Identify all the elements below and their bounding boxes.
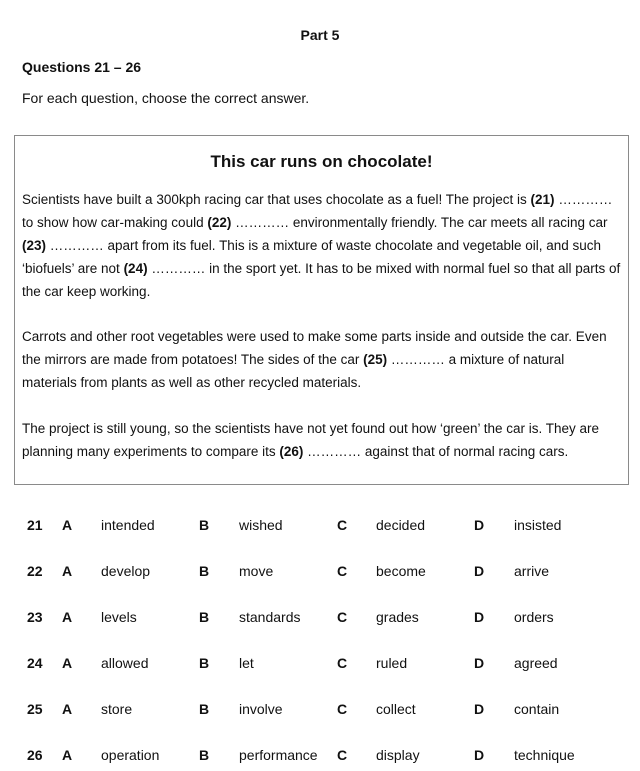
option-letter-c: C <box>337 517 348 533</box>
option-c[interactable]: collect <box>376 701 416 717</box>
option-letter-d: D <box>474 701 485 717</box>
text-segment: Scientists have built a 300kph racing car that uses chocolate as a fuel! The project is <box>22 192 531 207</box>
gap-21-marker: (21) <box>530 192 555 207</box>
questions-range: Questions 21 – 26 <box>22 59 142 75</box>
option-a[interactable]: operation <box>101 747 160 763</box>
gap-24-marker: (24) <box>123 261 148 276</box>
option-b[interactable]: performance <box>239 747 318 763</box>
passage-paragraph-3 <box>22 417 622 463</box>
text-segment: Carrots and other root vegetables were used to make some parts inside and outside the car. Even the mirrors are made from potatoes! The sides of the car <box>22 329 607 367</box>
option-c[interactable]: display <box>376 747 420 763</box>
text-segment: ………… against that of normal racing cars. <box>303 444 569 459</box>
option-letter-c: C <box>337 747 348 763</box>
option-letter-b: B <box>199 563 210 579</box>
question-row-25 <box>0 701 640 725</box>
option-letter-b: B <box>199 655 210 671</box>
option-c[interactable]: grades <box>376 609 419 625</box>
passage-paragraph-1 <box>22 188 622 303</box>
question-row-23 <box>0 609 640 633</box>
option-letter-d: D <box>474 609 485 625</box>
option-d[interactable]: insisted <box>514 517 562 533</box>
question-row-24 <box>0 655 640 679</box>
passage-box <box>14 135 629 485</box>
question-number: 22 <box>27 563 43 579</box>
option-letter-b: B <box>199 701 210 717</box>
option-b[interactable]: wished <box>239 517 283 533</box>
option-d[interactable]: arrive <box>514 563 550 579</box>
option-letter-c: C <box>337 655 348 671</box>
option-letter-d: D <box>474 563 485 579</box>
option-letter-a: A <box>62 747 73 763</box>
text-segment: ………… apart from its fuel. This is a mixture of waste chocolate and vegetable oil, and such ‘biofuels’ are not <box>22 238 602 276</box>
gap-23-marker: (23) <box>22 238 47 253</box>
option-a[interactable]: allowed <box>101 655 149 671</box>
option-letter-d: D <box>474 655 485 671</box>
option-b[interactable]: standards <box>239 609 301 625</box>
question-number: 24 <box>27 655 43 671</box>
question-number: 23 <box>27 609 43 625</box>
gap-26-marker: (26) <box>279 444 304 459</box>
question-number: 25 <box>27 701 43 717</box>
option-d[interactable]: agreed <box>514 655 558 671</box>
option-letter-d: D <box>474 517 485 533</box>
instruction-text: For each question, choose the correct answer. <box>22 90 310 106</box>
option-b[interactable]: move <box>239 563 274 579</box>
option-letter-c: C <box>337 609 348 625</box>
question-number: 21 <box>27 517 43 533</box>
text-segment: ………… in the sport yet. It has to be mixed with normal fuel so that all parts of the car keep working. <box>22 261 621 299</box>
option-d[interactable]: orders <box>514 609 554 625</box>
gap-22-marker: (22) <box>207 215 232 230</box>
option-letter-b: B <box>199 517 210 533</box>
option-c[interactable]: become <box>376 563 426 579</box>
option-letter-a: A <box>62 517 73 533</box>
option-a[interactable]: develop <box>101 563 151 579</box>
option-letter-b: B <box>199 747 210 763</box>
option-letter-a: A <box>62 701 73 717</box>
option-b[interactable]: let <box>239 655 254 671</box>
option-letter-d: D <box>474 747 485 763</box>
question-row-26 <box>0 747 640 771</box>
option-d[interactable]: contain <box>514 701 560 717</box>
option-a[interactable]: levels <box>101 609 137 625</box>
option-letter-a: A <box>62 655 73 671</box>
gap-25-marker: (25) <box>363 352 388 367</box>
option-a[interactable]: intended <box>101 517 155 533</box>
option-a[interactable]: store <box>101 701 133 717</box>
option-letter-b: B <box>199 609 210 625</box>
text-segment: The project is still young, so the scientists have not yet found out how ‘green’ the car is. They are planning many experiments to compare its <box>22 421 600 459</box>
option-d[interactable]: technique <box>514 747 575 763</box>
passage-title: This car runs on chocolate! <box>210 152 433 171</box>
text-segment: ………… a mixture of natural materials from plants as well as other recycled materials. <box>22 352 565 390</box>
option-letter-a: A <box>62 563 73 579</box>
part-title: Part 5 <box>300 27 340 43</box>
option-letter-c: C <box>337 701 348 717</box>
question-row-22 <box>0 563 640 587</box>
text-segment: ………… environmentally friendly. The car meets all racing car <box>231 215 608 230</box>
option-b[interactable]: involve <box>239 701 283 717</box>
option-letter-c: C <box>337 563 348 579</box>
text-segment: ………… to show how car-making could <box>22 192 613 230</box>
question-row-21 <box>0 517 640 541</box>
option-letter-a: A <box>62 609 73 625</box>
passage-paragraph-2 <box>22 325 622 394</box>
option-c[interactable]: ruled <box>376 655 408 671</box>
question-number: 26 <box>27 747 43 763</box>
option-c[interactable]: decided <box>376 517 426 533</box>
